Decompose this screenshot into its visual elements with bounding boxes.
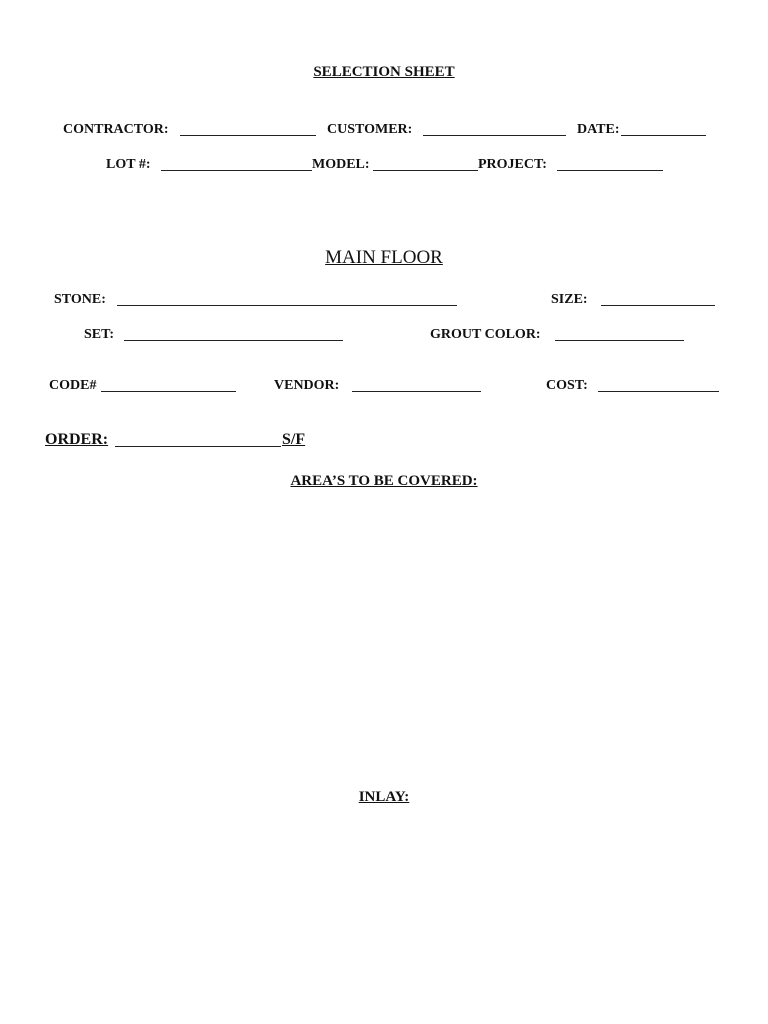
cost-label: COST:: [546, 378, 588, 393]
date-label: DATE:: [577, 122, 620, 137]
set-field[interactable]: [124, 340, 343, 341]
contractor-field[interactable]: [180, 135, 316, 136]
areas-to-be-covered-heading: AREA’S TO BE COVERED:: [290, 473, 478, 489]
cost-field[interactable]: [598, 391, 719, 392]
stone-label: STONE:: [54, 292, 106, 307]
order-unit: S/F: [282, 431, 306, 448]
stone-field[interactable]: [117, 305, 457, 306]
size-label: SIZE:: [551, 292, 588, 307]
code-field[interactable]: [101, 391, 236, 392]
grout-color-field[interactable]: [555, 340, 684, 341]
customer-label: CUSTOMER:: [327, 122, 413, 137]
size-field[interactable]: [601, 305, 715, 306]
order-label: ORDER:: [45, 431, 109, 448]
lot-field[interactable]: [161, 170, 312, 171]
vendor-field[interactable]: [352, 391, 481, 392]
model-label: MODEL:: [312, 157, 370, 172]
main-floor-heading: MAIN FLOOR: [325, 247, 443, 268]
lot-label: LOT #:: [106, 157, 151, 172]
model-field[interactable]: [373, 170, 478, 171]
set-label: SET:: [84, 327, 115, 342]
page-title: SELECTION SHEET: [313, 64, 455, 80]
customer-field[interactable]: [423, 135, 566, 136]
contractor-label: CONTRACTOR:: [63, 122, 169, 137]
inlay-heading: INLAY:: [358, 789, 410, 805]
code-label: CODE#: [49, 378, 97, 393]
project-label: PROJECT:: [478, 157, 547, 172]
vendor-label: VENDOR:: [274, 378, 340, 393]
date-field[interactable]: [621, 135, 706, 136]
grout-color-label: GROUT COLOR:: [430, 327, 541, 342]
order-field[interactable]: [115, 446, 281, 447]
project-field[interactable]: [557, 170, 663, 171]
